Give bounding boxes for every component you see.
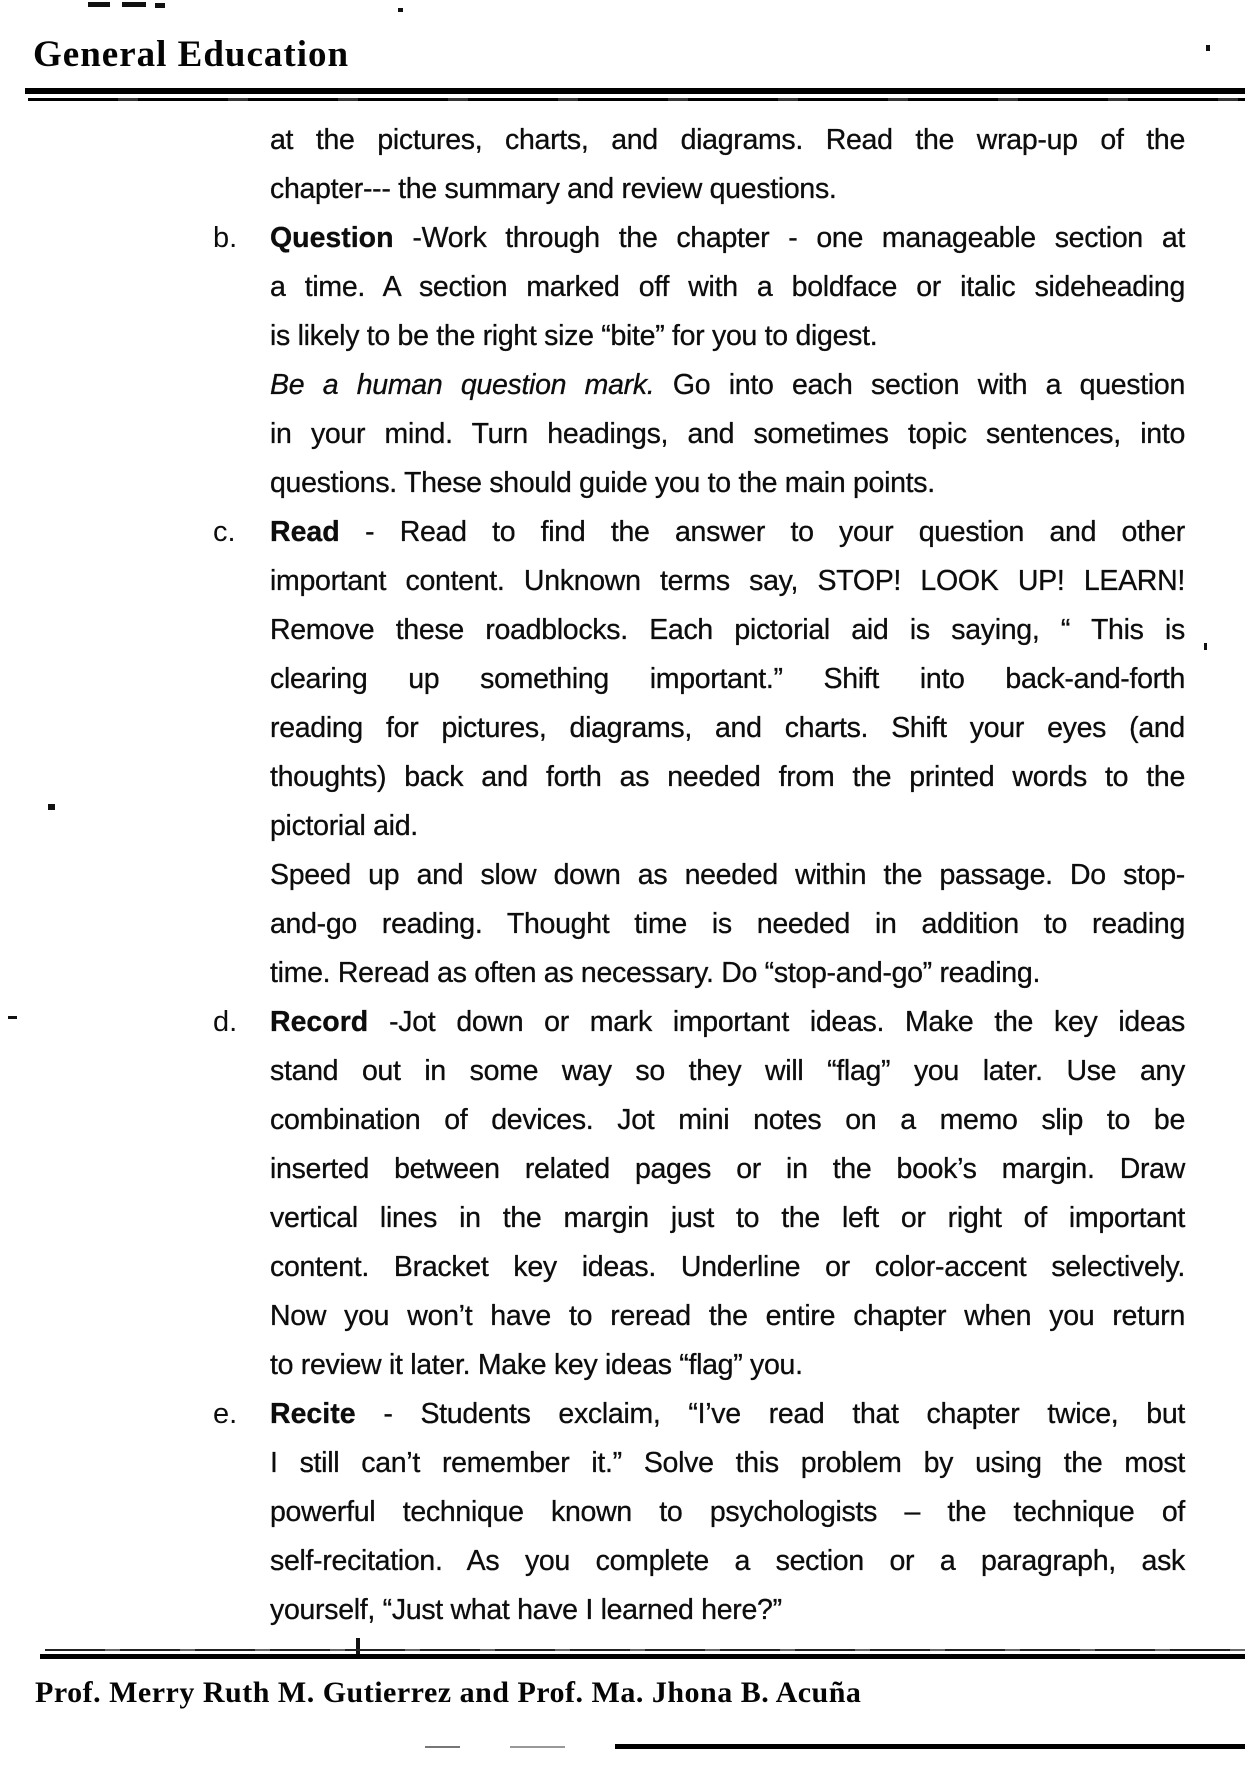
text-segment: Recite [270, 1398, 356, 1430]
text-segment: Be a human question mark. [270, 369, 655, 401]
text-line [270, 508, 1185, 557]
bottom-faint-rule [510, 1746, 565, 1748]
text-line [270, 1390, 1185, 1439]
bottom-partial-rule [615, 1744, 1245, 1749]
list-item-b [213, 214, 1185, 508]
text-line [270, 753, 1185, 802]
bottom-faint-rule [425, 1746, 460, 1748]
paragraph-continuation [270, 116, 1185, 214]
list-marker: b. [213, 222, 238, 254]
scan-artifact [155, 3, 165, 8]
text-segment: - Read to find the answer to your question and other [339, 516, 1185, 548]
text-line [270, 1537, 1185, 1586]
list-item-e [213, 1390, 1185, 1635]
text-line [270, 655, 1185, 704]
list-marker: d. [213, 1006, 238, 1038]
page-title: General Education [33, 34, 350, 75]
list-marker: e. [213, 1398, 238, 1430]
text-line [270, 361, 1185, 410]
text-segment: important content. Unknown terms say, STOP! LOOK UP! LEARN! [270, 565, 1185, 597]
text-segment: thoughts) back and forth as needed from the printed words to the [270, 761, 1185, 793]
text-segment: is likely to be the right size “bite” for you to digest. [270, 320, 878, 352]
text-segment: vertical lines in the margin just to the left or right of important [270, 1202, 1185, 1234]
text-segment: -Work through the chapter - one manageable section at [393, 222, 1185, 254]
text-line [270, 704, 1185, 753]
text-segment: at the pictures, charts, and diagrams. Read the wrap-up of the [270, 124, 1185, 156]
scan-artifact [398, 8, 403, 12]
text-segment: a time. A section marked off with a boldface or italic sideheading [270, 271, 1185, 303]
text-line [270, 410, 1185, 459]
footer-rule-thin [45, 1649, 1245, 1651]
text-line [270, 214, 1185, 263]
text-line [270, 1243, 1185, 1292]
text-line [270, 1145, 1185, 1194]
text-segment: inserted between related pages or in the book’s margin. Draw [270, 1153, 1185, 1185]
footer-credit: Prof. Merry Ruth M. Gutierrez and Prof. Ma. Jhona B. Acuña [35, 1676, 862, 1709]
text-segment: -Jot down or mark important ideas. Make the key ideas [368, 1006, 1185, 1038]
scan-artifact [122, 2, 146, 7]
text-line [270, 851, 1185, 900]
text-line [270, 312, 1185, 361]
text-segment: clearing up something important.” Shift into back-and-forth [270, 663, 1185, 695]
text-line [270, 900, 1185, 949]
text-segment: time. Reread as often as necessary. Do “stop-and-go” reading. [270, 957, 1041, 989]
text-segment: yourself, “Just what have I learned here?” [270, 1594, 782, 1626]
document-body [0, 116, 1245, 1635]
text-segment: pictorial aid. [270, 810, 418, 842]
text-segment: stand out in some way so they will “flag” you later. Use any [270, 1055, 1185, 1087]
text-segment: Question [270, 222, 394, 254]
text-line [270, 116, 1185, 165]
text-line [270, 1096, 1185, 1145]
text-segment: - Students exclaim, “I’ve read that chapter twice, but [355, 1398, 1185, 1430]
scan-artifact [1206, 45, 1210, 51]
text-line [270, 1439, 1185, 1488]
text-line [270, 1047, 1185, 1096]
list-item-c [213, 508, 1185, 998]
text-segment: Read [270, 516, 340, 548]
text-segment: reading for pictures, diagrams, and charts. Shift your eyes (and [270, 712, 1185, 744]
text-segment: combination of devices. Jot mini notes on a memo slip to be [270, 1104, 1185, 1136]
text-line [270, 1488, 1185, 1537]
scan-artifact [88, 2, 110, 7]
text-segment: Speed up and slow down as needed within the passage. Do stop- [270, 859, 1185, 891]
text-segment: Now you won’t have to reread the entire chapter when you return [270, 1300, 1185, 1332]
text-segment: powerful technique known to psychologists – the technique of [270, 1496, 1185, 1528]
text-line [270, 557, 1185, 606]
text-line [270, 165, 1185, 214]
text-line [270, 606, 1185, 655]
text-segment: Go into each section with a question [654, 369, 1185, 401]
text-segment: self-recitation. As you complete a section or a paragraph, ask [270, 1545, 1185, 1577]
text-line [270, 1341, 1185, 1390]
list-marker: c. [213, 516, 236, 548]
text-line [270, 263, 1185, 312]
text-line [270, 1586, 1185, 1635]
text-line [270, 802, 1185, 851]
text-segment: and-go reading. Thought time is needed in addition to reading [270, 908, 1185, 940]
text-segment: in your mind. Turn headings, and sometimes topic sentences, into [270, 418, 1185, 450]
text-line [270, 998, 1185, 1047]
text-segment: Remove these roadblocks. Each pictorial aid is saying, “ This is [270, 614, 1185, 646]
text-line [270, 1194, 1185, 1243]
text-segment: content. Bracket key ideas. Underline or color-accent selectively. [270, 1251, 1185, 1283]
header-rule-thick [25, 88, 1245, 94]
text-segment: Record [270, 1006, 369, 1038]
text-line [270, 459, 1185, 508]
header-rule-thin [28, 98, 1245, 101]
list-item-d [213, 998, 1185, 1390]
text-segment: questions. These should guide you to the main points. [270, 467, 935, 499]
footer-rule-thick [40, 1654, 1245, 1659]
text-line [270, 1292, 1185, 1341]
text-segment: I still can’t remember it.” Solve this problem by using the most [270, 1447, 1185, 1479]
text-segment: to review it later. Make key ideas “flag” you. [270, 1349, 803, 1381]
text-line [270, 949, 1185, 998]
text-segment: chapter--- the summary and review questions. [270, 173, 837, 205]
